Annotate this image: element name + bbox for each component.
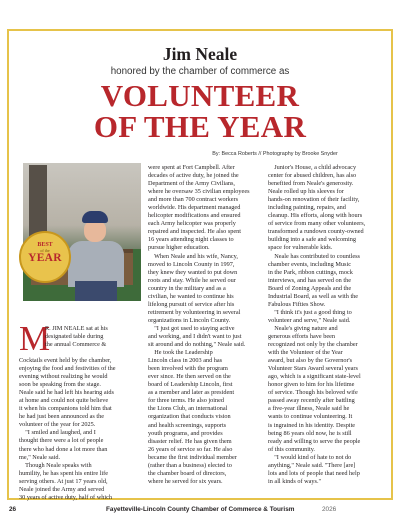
cap bbox=[82, 211, 108, 223]
column-1-text: Cocktails event held by the chamber, enjoying the food and festivities of the evening without realizing he would soon be speaking from the stage. Neale said he had left his hearing aids at home and could not quite believe it when his companions told him that he had just been announced as the volunteer of the year for 2025. "I smiled and laughed, and I thought there were a lot of people there who had done a lot more than me," Neale said. Though Neale speaks with humility, he has spent his entire life serving others. At just 17 years old, Neale joined the Army and served 30 years of active duty, half of which bbox=[19, 357, 116, 501]
byline: By: Becca Roberts // Photography by Brooke Snyder bbox=[212, 151, 338, 157]
face bbox=[84, 221, 106, 242]
subject-name: Jim Neale bbox=[162, 44, 238, 64]
headline-line-1: VOLUNTEER bbox=[100, 78, 300, 113]
headline-line-2: OF THE YEAR bbox=[93, 109, 307, 144]
jeans bbox=[75, 281, 117, 301]
badge-line-3: YEAR bbox=[28, 252, 62, 264]
badge-line-2: of the bbox=[40, 248, 50, 253]
column-3-text: Junior's House, a child advocacy center for abused children, has also benefited from Neale's generosity. Neale rolled up his sleeves for hands-on renovation of their facility, including painting, repairs, and cleanup. His efforts, along with hours of service from many other volunteers, transformed a rundown county-owned building into a safe and welcoming space for vulnerable kids. Neale has contributed to countless chamber events, including Music in the Park, ribbon cuttings, mock interviews, and has served on the Board of Zoning Appeals and the Industrial Board, as well as with the Fabulous Fifties Show. "I think it's just a good thing to volunteer and serve," Neale said. Neale's giving nature and generous efforts have been recognized not only by the chamber with the Volunteer of the Year award, but also by the Governor's Volunteer Stars Award several years ago, which is a significant state-level honor given to him for his lifetime of service. Though his beloved wife passed away recently after battling a five-year illness, Neale said he wants to continue volunteering. It is ingrained in his identity. Despite being 86 years old now, he is still ready and willing to serve the people of this community. "I would kind of hate to not do anything," Neale said. "There [are] lots and lots of people that need help in all kinds of ways." bbox=[268, 164, 366, 485]
lead-paragraph: R. JIM NEALE sat at his designated table during the annual Commerce & bbox=[45, 325, 108, 349]
drop-cap: M bbox=[19, 319, 51, 358]
page-number: 26 bbox=[9, 506, 17, 513]
publication-title: Fayetteville-Lincoln County Chamber of Commerce & Tourism bbox=[106, 506, 295, 513]
column-2-text: were spent at Fort Campbell. After decades of active duty, he joined the Department of the Army Civilians, where he oversaw 35 civilian employees and more than 700 contract workers worldwide. His department managed helicopter modifications and ensured each Army helicopter was properly repaired and inspected. He also spent 16 years attending night classes to pursue higher education. When Neale and his wife, Nancy, moved to Lincoln County in 1997, they knew they wanted to put down roots and stay. While he served our country in the military and as a civilian, he wanted to continue his lifelong pursuit of service after his retirement by volunteering in several organizations in Lincoln County. "I just got used to staying active and working, and I didn't want to just sit around and do nothing," Neale said. He took the Leadership Lincoln class in 2003 and has been involved with the program ever since. He then served on the board of Leadership Lincoln, first as a member and later as president for three terms. He also joined the Lions Club, an international organization that conducts vision and health screenings, supports youth programs, and provides disaster relief. He has given them 26 years of service so far. He also became the first individual member (rather than a business) elected to the chamber board of directors, where he served for six years. bbox=[148, 164, 250, 485]
best-of-the-year-badge bbox=[19, 231, 71, 283]
publication-year: 2026 bbox=[322, 506, 337, 513]
badge-line-1: BEST bbox=[37, 242, 53, 248]
subtitle: honored by the chamber of commerce as bbox=[110, 66, 290, 77]
